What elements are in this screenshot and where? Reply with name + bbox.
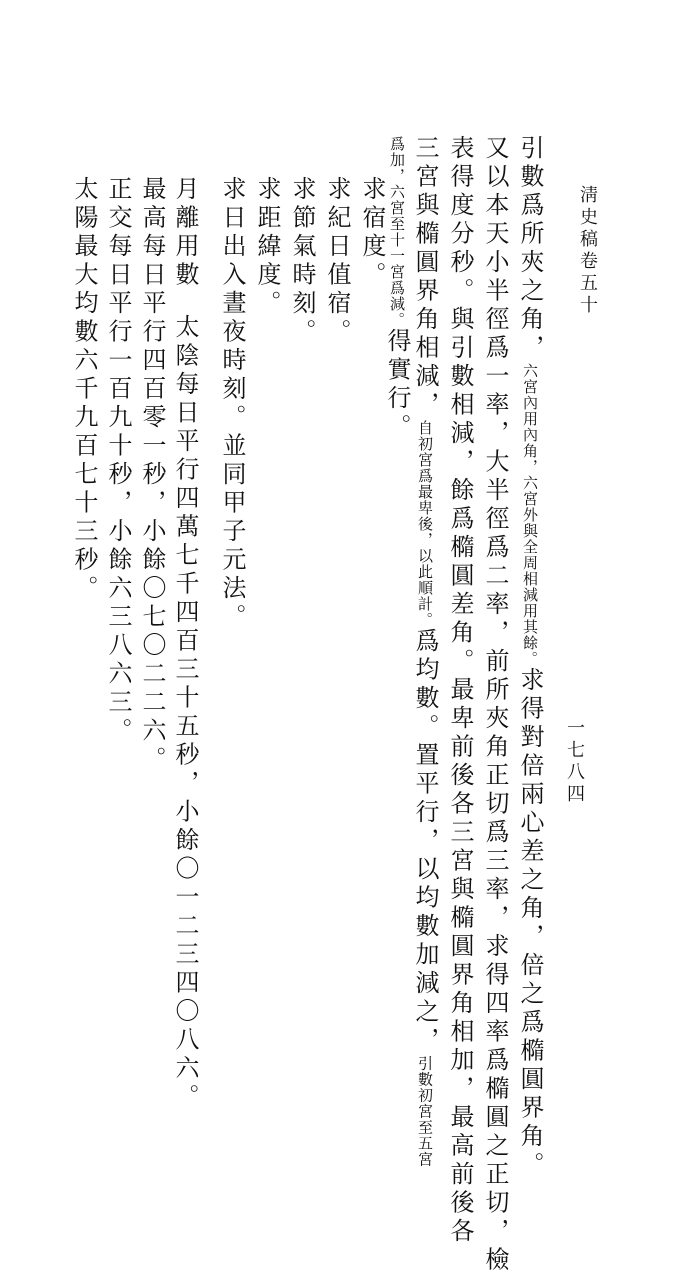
column-note-text: 自初宮爲最卑後，以此順計。 (416, 420, 434, 628)
text-column-14: 太陽最大均數六千九百七十三秒。 (70, 176, 98, 604)
text-column-3 (448, 135, 472, 1247)
column-main-text: 又以本天小半徑爲一率，大半徑爲二率，前所夾角正切爲三率，求得四率爲橢圓之正切，檢 (481, 135, 509, 1275)
text-column-6: 求宿度。 (358, 176, 386, 290)
text-column-11 (173, 176, 197, 1112)
text-column-4 (413, 135, 437, 1168)
text-column-7: 求紀日值宿。 (323, 176, 351, 347)
page-number: 一七八四 (564, 718, 585, 806)
text-column-8: 求節氣時刻。 (288, 176, 316, 347)
text-column-5 (385, 136, 409, 442)
column-main-text: 表得度分秒。與引數相減，餘爲橢圓差角。最卑前後各三宮與橢圓界角相加，最高前後各 (446, 135, 474, 1247)
column-main-text: 三宮與橢圓界角相減， (411, 135, 439, 420)
column-main-text: 引數爲所夾之角， (516, 135, 544, 363)
text-column-9: 求距緯度。 (253, 176, 281, 319)
text-column-12: 最高每日平行四百零一秒，小餘〇七〇二二六。 (138, 176, 166, 775)
column-main-text: 月離用數 (171, 176, 199, 290)
text-column-2 (483, 135, 507, 1275)
column-note-text: 爲加，六宮至十一宮爲減。 (388, 136, 406, 328)
column-main-text: 太陰每日平行四萬七千四百三十五秒，小餘〇一二三四〇八六。 (171, 314, 199, 1112)
running-title: 淸史稿卷五十 (577, 185, 598, 317)
column-note-text: 六宮內用內角，六宮外與全周相減用其餘。 (521, 363, 539, 667)
text-column-13: 正交每日平行一百九十秒，小餘六三八六三。 (104, 176, 132, 746)
column-note-text: 引數初宮至五宮 (416, 1055, 434, 1168)
column-main-text: 爲均數。置平行，以均數加減之， (411, 628, 439, 1056)
column-main-text: 得實行。 (383, 328, 411, 442)
text-column-10: 求日出入晝夜時刻。並同甲子元法。 (218, 176, 246, 632)
column-main-text: 求得對倍兩心差之角，倍之爲橢圓界角。 (516, 667, 544, 1180)
text-column-1 (518, 135, 542, 1180)
